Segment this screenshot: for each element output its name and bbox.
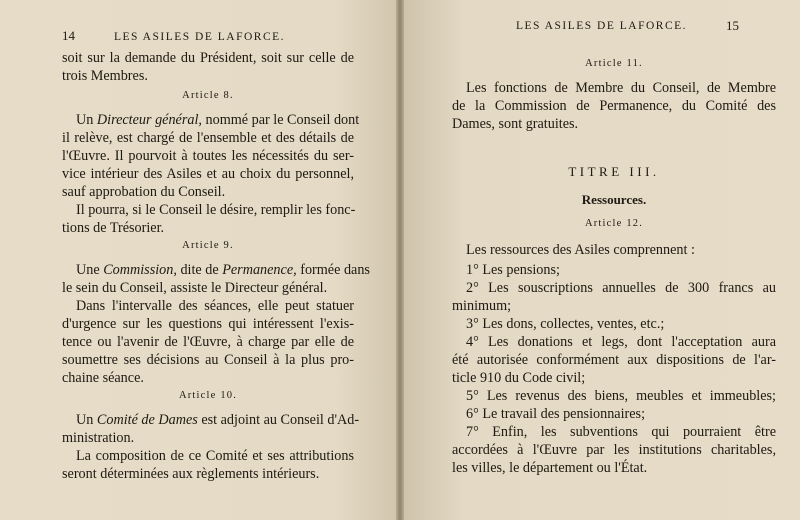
list-item: 7° Enfin, les subventions qui pourraient être bbox=[466, 424, 776, 440]
page-number: 15 bbox=[726, 18, 739, 33]
text-line: Dames, sont gratuites. bbox=[452, 116, 579, 132]
article-heading: Article 9. bbox=[182, 240, 234, 251]
text-line: Une Commission, dite de Permanence, formée dans bbox=[76, 262, 370, 278]
text-line: soit sur la demande du Président, soit sur celle de bbox=[62, 50, 354, 66]
text-line: trois Membres. bbox=[62, 68, 148, 84]
text-line: tions de Trésorier. bbox=[62, 220, 165, 236]
text-line: d'urgence sur les questions qui intéressent l'exis- bbox=[62, 316, 354, 332]
text-line: de la Commission de Permanence, du Comité des bbox=[452, 98, 776, 114]
text-line: Un Comité de Dames est adjoint au Conseil d'Ad- bbox=[76, 412, 360, 428]
text-line: chaine séance. bbox=[62, 370, 144, 386]
right-page bbox=[404, 0, 800, 520]
text-line: ticle 910 du Code civil; bbox=[452, 370, 586, 386]
text-line: soumettre ses décisions au Conseil à la plus pro- bbox=[62, 352, 354, 368]
text-line: seront déterminées aux règlements intérieurs. bbox=[62, 466, 320, 482]
text-line: vice intérieur des Asiles et au choix du personnel, bbox=[62, 166, 354, 182]
page-number: 14 bbox=[62, 28, 75, 43]
list-item: 2° Les souscriptions annuelles de 300 francs au bbox=[466, 280, 776, 296]
text-line: l'Œuvre. Il pourvoit à toutes les nécessités du ser- bbox=[62, 148, 354, 164]
text-line: accordées à l'Œuvre par les institutions charitables, bbox=[452, 442, 776, 458]
text-line: ministration. bbox=[62, 430, 135, 446]
article-heading: Article 8. bbox=[182, 90, 234, 101]
list-item: 6° Le travail des pensionnaires; bbox=[466, 406, 646, 422]
article-heading: Article 12. bbox=[584, 218, 644, 229]
text-line: Les fonctions de Membre du Conseil, de Membre bbox=[466, 80, 776, 96]
book-gutter bbox=[396, 0, 404, 520]
text-line: minimum; bbox=[452, 298, 512, 314]
article-heading: Article 10. bbox=[178, 390, 238, 401]
text-line: Les ressources des Asiles comprennent : bbox=[466, 242, 695, 258]
text-line: Il pourra, si le Conseil le désire, remplir les fonc- bbox=[76, 202, 356, 218]
section-title: TITRE III. bbox=[568, 164, 660, 179]
list-item: 1° Les pensions; bbox=[466, 262, 560, 278]
text-line: La composition de ce Comité et ses attributions bbox=[76, 448, 354, 464]
left-page bbox=[0, 0, 396, 520]
text-line: été autorisée conformément aux dispositions de l'ar- bbox=[452, 352, 776, 368]
list-item: 3° Les dons, collectes, ventes, etc.; bbox=[466, 316, 665, 332]
text-line: tence ou l'avenir de l'Œuvre, à charge par elle de bbox=[62, 334, 354, 350]
running-head: LES ASILES DE LAFORCE. bbox=[516, 20, 688, 32]
article-heading: Article 11. bbox=[585, 58, 643, 69]
text-line: sauf approbation du Conseil. bbox=[62, 184, 226, 200]
list-item: 4° Les donations et legs, dont l'acceptation aura bbox=[466, 334, 776, 350]
text-line: il relève, est chargé de l'ensemble et des détails de bbox=[62, 130, 354, 146]
text-line: le sein du Conseil, assiste le Directeur général. bbox=[62, 280, 328, 296]
text-line: Un Directeur général, nommé par le Conseil dont bbox=[76, 112, 360, 128]
running-head: LES ASILES DE LAFORCE. bbox=[114, 31, 286, 43]
text-line: les villes, le département ou l'État. bbox=[452, 460, 648, 476]
section-subtitle: Ressources. bbox=[581, 192, 647, 207]
list-item: 5° Les revenus des biens, meubles et immeubles; bbox=[466, 388, 776, 404]
text-line: Dans l'intervalle des séances, elle peut statuer bbox=[76, 298, 354, 314]
